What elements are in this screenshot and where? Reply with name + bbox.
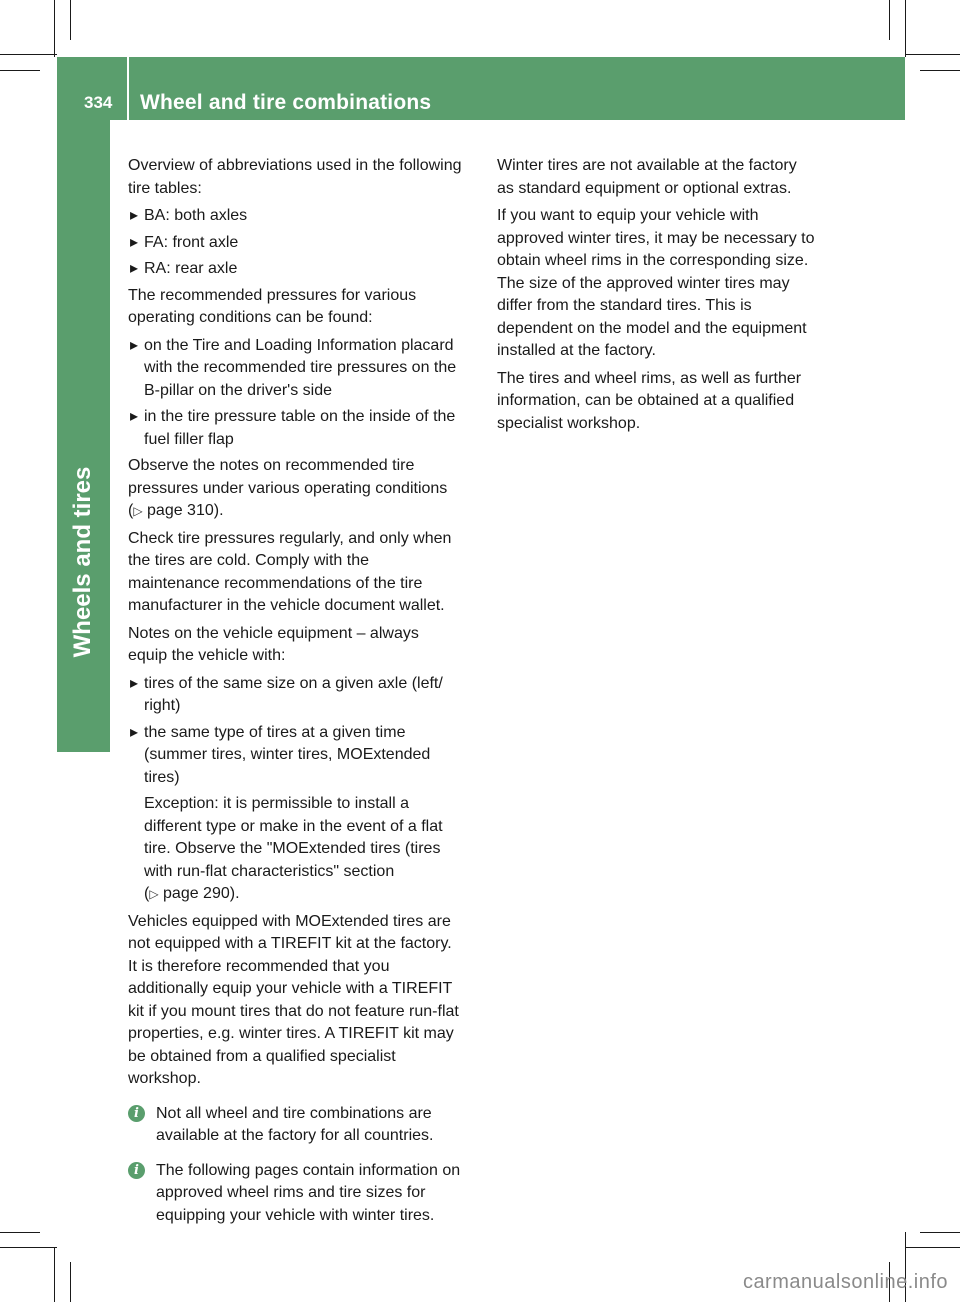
list-item: ▸ on the Tire and Loading Information placard with the recommended tire pressures on the B-pillar on the driver's side [130,336,457,399]
list-item: ▸ tires of the same size on a given axle (left/ right) [130,674,443,714]
watermark: carmanualsonline.info [742,1271,948,1293]
crop-mark [920,70,960,71]
page-ref-arrow-icon: ▷ [133,504,143,518]
crop-mark [0,54,57,55]
paragraph: Observe the notes on recommended tire pressures under various operating conditions (▷ page 310). [128,457,448,519]
page-reference-link[interactable]: page 310). [147,502,224,519]
page-title: Wheel and tire combinations [140,91,432,114]
bullet-icon: ▸ [130,336,139,354]
crop-mark [889,0,890,40]
paragraph: The tires and wheel rims, as well as further information, can be obtained at a qualified specialist workshop. [497,369,802,432]
paragraph: Check tire pressures regularly, and only when the tires are cold. Comply with the maintenance recommendations of the tire manufacturer in the vehicle document wallet. [128,529,452,614]
crop-mark [920,1232,960,1233]
crop-mark [905,1247,960,1248]
crop-mark [0,1247,57,1248]
paragraph: Vehicles equipped with MOExtended tires are not equipped with a TIREFIT kit at the factory. It is therefore recommended that you additionally equip your vehicle with a TIREFIT kit if you mount tires that do not feature run-flat properties, e.g. winter tires. A TIREFIT kit may be obtained from a qualified specialist workshop. [128,912,459,1087]
crop-mark [70,0,71,40]
info-note: i Not all wheel and tire combinations are available at the factory for all countries. [128,1103,462,1148]
bullet-icon: ▸ [130,207,139,224]
list-item: ▸ in the tire pressure table on the inside of the fuel filler flap [130,408,456,448]
header-separator [127,57,129,120]
bullet-icon: ▸ [130,260,139,277]
exception-note: Exception: it is permissible to install a different type or make in the event of a flat tire. Observe the "MOExtended tires (tires with run-flat characteristics" section (▷ page 290). [144,795,443,902]
bullet-icon: ▸ [130,233,139,251]
crop-mark [905,0,906,57]
crop-mark [70,1262,71,1302]
list-item: ▸ BA: both axles [128,205,462,228]
paragraph: Winter tires are not available at the factory as standard equipment or optional extras. [497,157,797,197]
paragraph: Overview of abbreviations used in the following tire tables: [128,157,462,197]
crop-mark [54,1247,55,1302]
paragraph: The recommended pressures for various operating conditions can be found: [128,286,417,326]
left-column [128,155,462,1232]
page-number: 334 [84,93,113,112]
info-icon: i [128,1162,145,1179]
page-reference-link[interactable]: page 290). [163,885,240,902]
bullet-icon: ▸ [130,723,139,741]
bullet-icon: ▸ [130,408,139,425]
crop-mark [905,54,960,55]
list-item: ▸ the same type of tires at a given time (summer tires, winter tires, MOExtended tires) [130,723,431,786]
crop-mark [0,70,40,71]
bullet-icon: ▸ [130,674,139,692]
info-note: i The following pages contain information on approved wheel rims and tire sizes for equipping your vehicle with winter tires. [128,1160,462,1228]
paragraph: Notes on the vehicle equipment – always equip the vehicle with: [128,624,419,664]
side-tab-label: Wheels and tires [69,466,96,658]
crop-mark [54,0,55,57]
page-ref-arrow-icon: ▷ [149,887,159,901]
right-column [497,155,817,440]
list-item: ▸ RA: rear axle [128,258,462,281]
paragraph: If you want to equip your vehicle with approved winter tires, it may be necessary to obtain wheel rims in the corresponding size. The size of the approved winter tires may differ from the standard tires. This is dependent on the model and the equipment installed at the factory. [497,207,815,359]
crop-mark [0,1232,40,1233]
info-icon: i [128,1105,145,1122]
list-item: ▸ FA: front axle [128,232,462,255]
